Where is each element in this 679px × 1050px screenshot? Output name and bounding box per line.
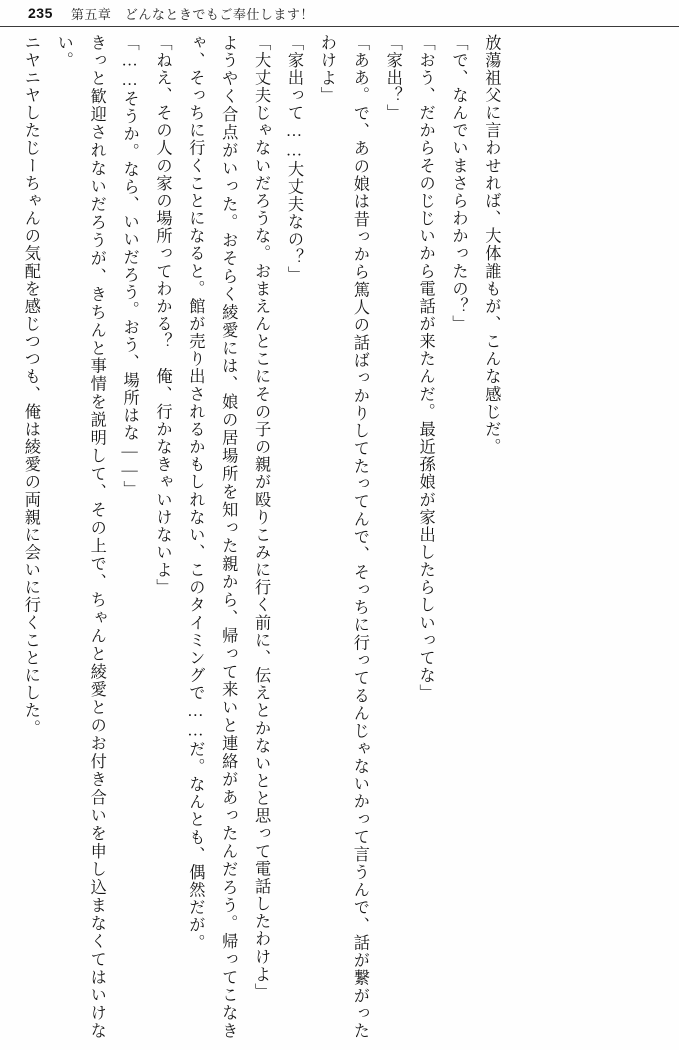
body-paragraph: 「で、なんでいまさらわかったの？」: [449, 34, 468, 333]
body-paragraph: ニヤニヤしたじーちゃんの気配を感じつつも、俺は綾愛の両親に会いに行くことにした。: [21, 34, 40, 738]
body-paragraph: 放蕩祖父に言わせれば、大体誰もが、こんな感じだ。: [482, 34, 501, 456]
chapter-title: 第五章 どんなときでもご奉仕します！: [70, 6, 314, 22]
body-paragraph: きっと歓迎されないだろうが、きちんと事情を説明して、その上で、ちゃんと綾愛とのお付き合いを申し込まなくてはいけない。: [54, 34, 106, 1040]
body-paragraph: 「家出って……大丈夫なの？」: [285, 34, 304, 284]
page-body: [14, 34, 663, 1040]
body-paragraph: 「……そうか。なら、いいだろう。おう、場所はな――」: [120, 34, 139, 499]
body-paragraph: 「ねえ、その人の家の場所ってわかる？ 俺、行かなきゃいけないよ」: [153, 34, 172, 597]
body-paragraph: 「家出？」: [383, 34, 402, 122]
body-paragraph: ようやく合点がいった。おそらく綾愛には、娘の居場所を知った親から、帰って来いと連絡があったんだろう。帰ってこなきゃ、そっちに行くことになると。館が売り出されるかもしれない、このタイミングで……だ。なんとも、偶然だが。: [186, 34, 238, 1040]
body-paragraph: 「ああ。で、あの娘は昔っから篤人の話ばっかりしてたってんで、そっちに行ってるんじゃないかって言うんで、話が繋がったわけよ」: [317, 34, 369, 1040]
header-divider: [0, 26, 679, 27]
body-paragraph: 「おう、だからそのじじいから電話が来たんだ。最近孫娘が家出したらしいってな」: [416, 34, 435, 702]
vertical-text-block: [14, 34, 507, 1040]
running-head: [0, 0, 679, 26]
body-paragraph: 「大丈夫じゃないだろうな。おまえんとこにその子の親が殴りこみに行く前に、伝えとかないとと思って電話したわけよ」: [252, 34, 271, 1001]
page-number: 235: [28, 5, 53, 21]
